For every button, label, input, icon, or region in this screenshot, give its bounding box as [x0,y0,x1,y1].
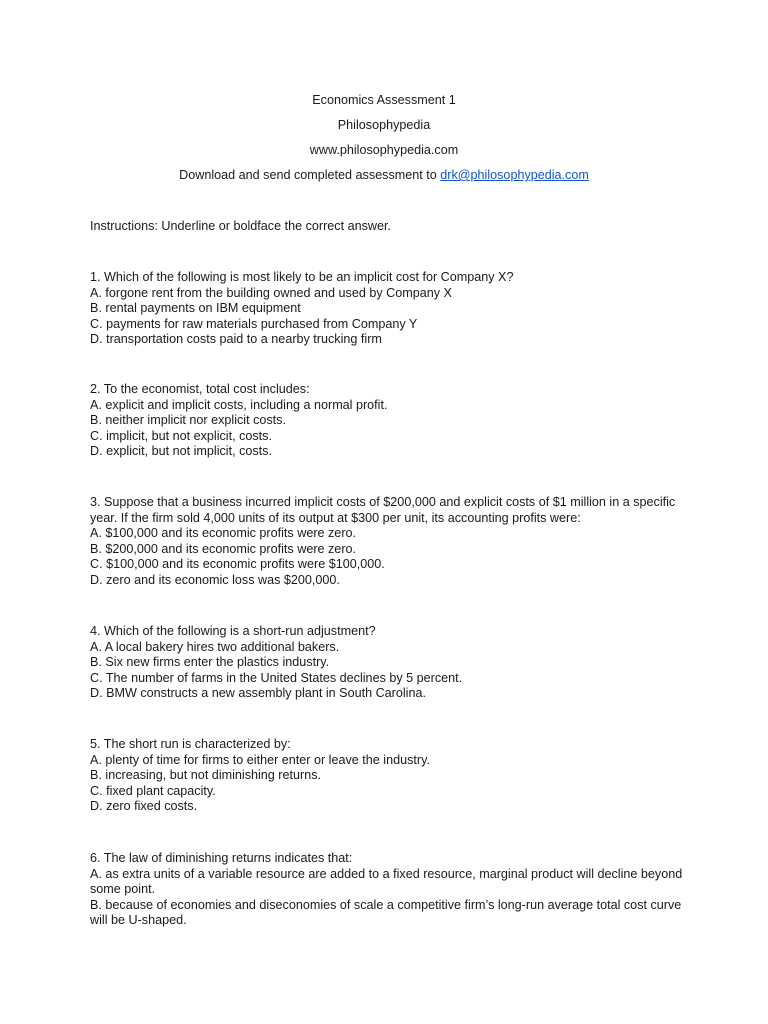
answer-option[interactable]: A. A local bakery hires two additional bakers. [90,639,340,654]
answer-option[interactable]: C. $100,000 and its economic profits were $100,000. [90,557,385,571]
answer-option[interactable]: C. The number of farms in the United States declines by 5 percent. [90,670,463,685]
answer-option[interactable]: D. explicit, but not implicit, costs. [90,444,272,458]
answer-option[interactable]: B. rental payments on IBM equipment [90,301,301,315]
question-6 [90,851,690,929]
question-4 [90,624,690,702]
download-instruction [0,168,768,193]
download-text: Download and send completed assessment to [179,168,441,182]
answer-option[interactable]: A. explicit and implicit costs, including a normal profit. [90,397,388,412]
question-5 [90,737,690,815]
instructions: Instructions: Underline or boldface the correct answer. [90,219,392,233]
answer-option[interactable]: B. Six new firms enter the plastics industry. [90,655,330,669]
answer-option[interactable]: B. increasing, but not diminishing returns. [90,768,322,782]
email-link[interactable]: drk@philosophypedia.com [440,168,589,182]
answer-option[interactable]: A. plenty of time for firms to either enter or leave the industry. [90,752,430,767]
question-text: 6. The law of diminishing returns indicates that: [90,851,353,865]
answer-option[interactable]: A. forgone rent from the building owned and used by Company X [90,285,452,300]
answer-option[interactable]: B. neither implicit nor explicit costs. [90,413,286,427]
answer-option[interactable]: C. payments for raw materials purchased from Company Y [90,316,418,331]
answer-option[interactable]: B. $200,000 and its economic profits were zero. [90,541,357,556]
organization-name: Philosophypedia [337,118,431,132]
question-3 [90,495,690,588]
answer-option[interactable]: D. zero fixed costs. [90,799,198,813]
answer-option[interactable]: A. as extra units of a variable resource are added to a fixed resource, marginal product will decline beyond some point. [90,866,683,896]
answer-option[interactable]: C. implicit, but not explicit, costs. [90,428,272,443]
question-text: 2. To the economist, total cost includes: [90,382,310,396]
answer-option[interactable]: D. BMW constructs a new assembly plant in South Carolina. [90,686,426,700]
answer-option[interactable]: D. transportation costs paid to a nearby trucking firm [90,332,382,346]
answer-option[interactable]: D. zero and its economic loss was $200,000. [90,572,340,587]
question-text: 5. The short run is characterized by: [90,737,291,751]
question-1 [90,270,690,348]
question-text: 1. Which of the following is most likely to be an implicit cost for Company X? [90,270,514,284]
website-url: www.philosophypedia.com [309,143,459,157]
document-title: Economics Assessment 1 [312,93,456,107]
document-header [0,93,768,193]
question-text: 4. Which of the following is a short-run adjustment? [90,624,376,638]
answer-option[interactable]: B. because of economies and diseconomies of scale a competitive firm’s long-run average total cost curve will be U-shaped. [90,897,682,927]
question-text: 3. Suppose that a business incurred implicit costs of $200,000 and explicit costs of $1 million in a specific year. If the firm sold 4,000 units of its output at $300 per unit, its accounting profits were: [90,495,676,525]
question-2 [90,382,690,460]
answer-option[interactable]: C. fixed plant capacity. [90,783,216,798]
answer-option[interactable]: A. $100,000 and its economic profits were zero. [90,526,357,540]
